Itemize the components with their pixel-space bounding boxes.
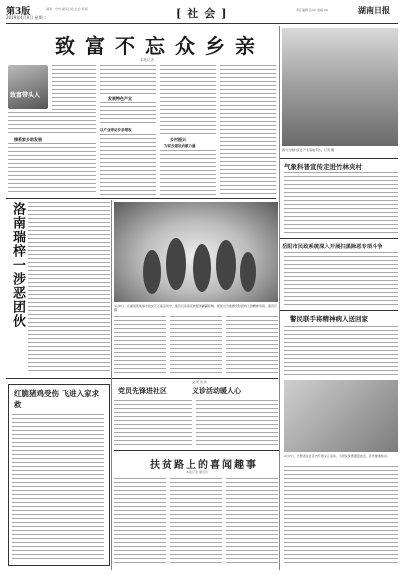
dancer [143,250,161,294]
portrait-photo [8,65,48,109]
text-block [114,478,166,566]
text-block [100,65,156,95]
text-block [226,316,278,374]
section-bracket-left: [ [176,7,188,20]
text-block [52,65,96,113]
text-block [220,65,276,196]
text-block [114,316,166,374]
text-block [12,414,104,560]
text-block [100,134,156,196]
right-head-3: 警民联手将精神病人送回家 [290,315,368,323]
top-nav: 湖南 · 市州 湖南日报 社会 新闻 [46,7,88,11]
dancer [240,252,256,292]
right-head-2: 岳阳市民政系统深入开展扫黑除恶专项斗争 [282,244,383,250]
text-block [170,316,222,374]
main-byline: 本报记者 [140,58,154,62]
divider [280,238,398,239]
masthead-rule [6,23,398,24]
text-block [284,252,398,308]
top-right-photo [282,28,398,146]
text-block [160,65,216,135]
masthead [6,3,398,23]
date-line: 2019年4月9日 星期二 [6,15,47,20]
divider [114,450,280,451]
dancer [216,240,236,290]
subhead-center-a: 发展特色产业 [108,96,132,101]
text-block [8,143,96,195]
band-head-c: 义诊活动暖人心 [192,386,241,395]
right-bottom-photo [284,380,398,452]
editors: 责任编辑 张XX 美编 XX [296,8,329,12]
text-block [100,102,156,126]
column-rule [111,200,112,570]
band-head-b: 文 明 创 建 [192,380,207,384]
text-block [196,400,278,446]
column-rule [279,26,280,570]
band-head-a: 党员先锋进社区 [118,386,167,395]
box-left-title: 红脆猪鸡受伤 飞进入家求救 [14,389,100,409]
text-block [160,150,216,196]
subhead-center-b: 以产业带动乡亲增收 [100,128,132,132]
text-block [8,112,96,136]
photo-caption-mid: 4月8日，在湖南某地举办的文艺汇演活动中，演员们身着民族服饰翩翩起舞，展现出当地群众积极向上的精神风貌。通讯员 摄 [114,304,277,312]
subhead-right-a: 乡村振兴 [170,137,186,142]
feature-vertical-headline: 洛南瑞梓一涉恶团伙 [10,202,25,328]
text-block [226,478,278,566]
page-number: 第3版 [6,7,31,17]
main-headline: 致富不忘众乡亲 [55,34,265,58]
section-label: 社会 [187,7,222,20]
bottom-byline: 本报记者 通讯员 [186,470,208,474]
dancer [193,244,211,292]
text-block [114,400,192,446]
section-bracket-right: ] [221,7,233,20]
right-photo-caption: 4月7日，志愿者在社区内开展义诊活动，为居民免费测量血压，宣传健康知识。 [284,454,390,458]
divider [280,310,398,311]
paper-name: 湖南日报 [358,5,390,15]
dancer-silhouettes [114,202,278,302]
text-block [284,326,398,376]
text-block [284,466,398,566]
photo-caption-top: 图为当地村民在产业基地劳作。记者 摄 [282,148,334,152]
text-block [170,478,222,566]
text-block [28,202,110,372]
right-head-1: 气象科普宣传走进竹林夹村 [284,163,362,171]
divider [6,378,278,379]
inset-title: 致富带头人 [10,92,41,99]
divider [280,158,398,159]
dancer [166,238,186,290]
subhead-left-top: 情系家乡助发展 [14,137,42,142]
subhead-right-b: 为家乡建设贡献力量 [164,144,196,148]
divider [6,198,276,199]
bottom-headline: 扶贫路上的喜闻趣事 [150,460,258,471]
section-title [176,5,232,21]
text-block [284,172,398,236]
